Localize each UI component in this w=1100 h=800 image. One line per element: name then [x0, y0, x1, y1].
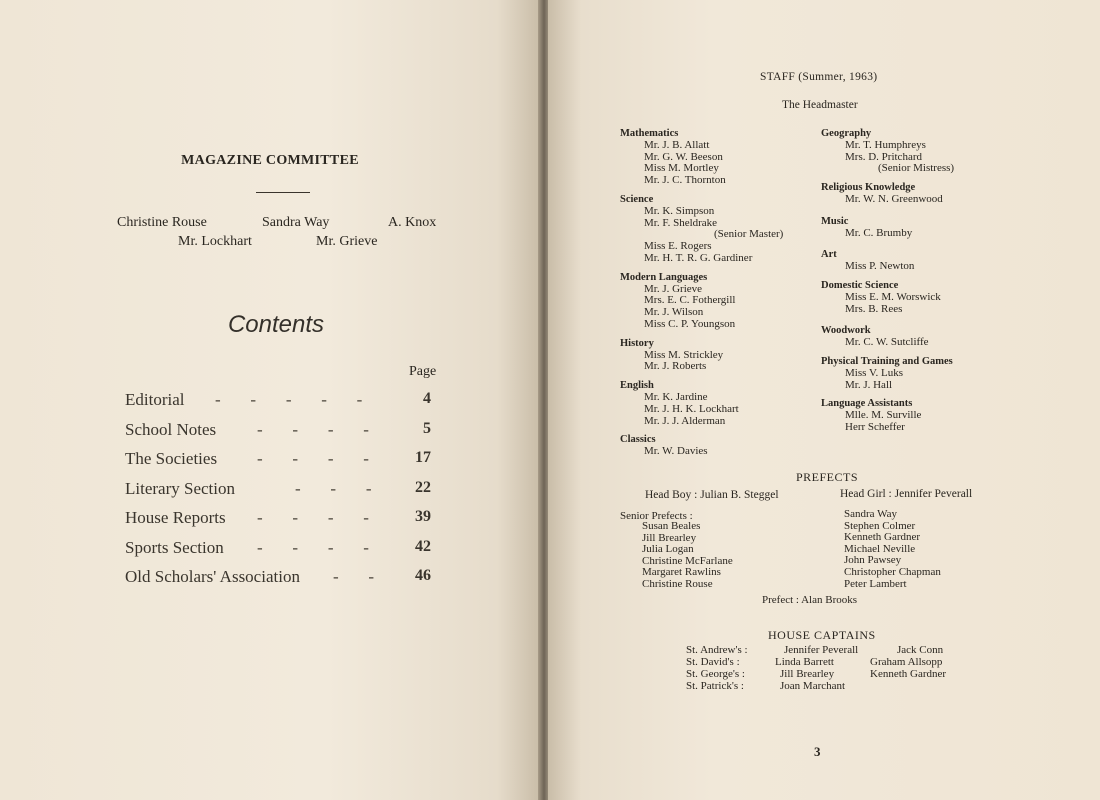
toc-entry — [125, 416, 435, 446]
department-name: Music — [821, 215, 849, 227]
house-captains-title: HOUSE CAPTAINS — [768, 628, 876, 642]
staff-role-note: (Senior Master) — [714, 228, 784, 241]
boy-captain: Graham Allsopp — [870, 656, 943, 668]
committee-member: Sandra Way — [262, 215, 330, 230]
senior-prefects-label: Senior Prefects : — [620, 510, 693, 522]
girl-captain: Linda Barrett — [775, 656, 834, 668]
committee-title: MAGAZINE COMMITTEE — [181, 153, 359, 168]
toc-leader: - - - - — [257, 449, 369, 468]
staff-member: Mrs. D. Pritchard — [845, 150, 922, 163]
staff-column-left — [620, 128, 820, 465]
prefect-name: Christine McFarlane — [642, 554, 733, 567]
senior-prefects-list-left — [642, 521, 733, 591]
toc-entry-page: 39 — [415, 508, 431, 525]
staff-member: Mr. J. H. K. Lockhart — [644, 402, 739, 415]
toc-entry-title: Sports Section — [125, 537, 224, 557]
department-name: Physical Training and Games — [821, 355, 953, 367]
toc-entry-page: 42 — [415, 537, 431, 555]
department-name: Modern Languages — [620, 271, 708, 283]
department-name: Language Assistants — [821, 398, 913, 410]
prefect-name: Sandra Way — [844, 508, 897, 520]
staff-member: Mr. J. C. Thornton — [644, 174, 726, 187]
toc-entry-page: 5 — [423, 419, 431, 437]
left-page — [0, 0, 540, 800]
department-name: Science — [620, 193, 654, 205]
staff-member: Miss M. Mortley — [644, 162, 719, 175]
staff-member: Mr. J. J. Alderman — [644, 414, 726, 427]
prefect-name: Peter Lambert — [844, 577, 907, 590]
girl-captain: Joan Marchant — [780, 680, 846, 692]
department — [821, 398, 1021, 433]
staff-member: Mr. J. Roberts — [644, 360, 707, 373]
staff-member: Miss V. Luks — [845, 366, 903, 379]
staff-member: Miss P. Newton — [845, 260, 915, 273]
prefect-name: Jill Brearley — [642, 531, 697, 544]
toc-entry — [125, 475, 435, 505]
toc-entry-page: 46 — [415, 567, 431, 584]
toc-entry — [125, 534, 435, 564]
girl-captain: Jennifer Peverall — [784, 644, 859, 656]
prefect-name: Stephen Colmer — [844, 519, 916, 532]
committee-member: Mr. Lockhart — [178, 234, 252, 249]
department — [620, 272, 820, 331]
toc-entry-page: 17 — [415, 449, 431, 466]
staff-member: Miss E. M. Worswick — [845, 290, 941, 303]
staff-member: Mr. K. Jardine — [644, 390, 708, 403]
department — [821, 356, 1021, 391]
prefect-name: Christopher Chapman — [844, 565, 941, 578]
head-boy: Head Boy : Julian B. Steggel — [645, 489, 779, 501]
staff-member: Miss M. Strickley — [644, 348, 724, 361]
staff-member: Mr. J. B. Allatt — [644, 138, 710, 151]
department — [620, 338, 820, 373]
staff-member: Mr. G. W. Beeson — [644, 150, 723, 163]
toc-entry — [125, 445, 435, 475]
prefects-title: PREFECTS — [796, 470, 859, 484]
toc-leader: - - - — [295, 478, 372, 498]
prefect-name: Michael Neville — [844, 542, 916, 555]
department — [620, 434, 820, 458]
department — [821, 280, 1021, 315]
staff-role-note: (Senior Mistress) — [878, 162, 955, 175]
boy-captain: Jack Conn — [897, 644, 944, 656]
contents-title: Contents — [227, 311, 325, 338]
page-column-heading: Page — [409, 364, 437, 379]
toc-entry-title: The Societies — [125, 449, 218, 468]
staff-member: Mr. C. Brumby — [845, 226, 913, 239]
toc-entry-title: Literary Section — [125, 478, 235, 498]
toc-leader: - - - - - — [215, 390, 363, 409]
house-name: St. David's : — [686, 656, 740, 668]
toc-entry — [125, 386, 435, 416]
staff-member: Mrs. E. C. Fothergill — [644, 294, 736, 307]
prefect-name: Susan Beales — [642, 520, 701, 532]
toc-entry-title: Old Scholars' Association — [125, 567, 300, 586]
department — [821, 182, 1021, 206]
girl-captain: Jill Brearley — [780, 668, 835, 680]
senior-prefects-list-right — [844, 509, 941, 590]
staff-member: Miss E. Rogers — [644, 240, 712, 253]
department — [821, 128, 1021, 175]
page-number: 3 — [814, 744, 821, 759]
staff-member: Mr. W. N. Greenwood — [845, 192, 943, 205]
toc-entry-title: House Reports — [125, 508, 226, 527]
committee-member: Mr. Grieve — [316, 234, 378, 249]
staff-member: Mr. K. Simpson — [644, 204, 715, 217]
staff-member: Mr. C. W. Sutcliffe — [845, 336, 929, 349]
prefect-name: Margaret Rawlins — [642, 566, 721, 579]
staff-member: Mr. F. Sheldrake — [644, 216, 718, 229]
headmaster: The Headmaster — [782, 99, 858, 111]
staff-member: Mr. J. Wilson — [644, 306, 704, 319]
prefect-name: Christine Rouse — [642, 577, 713, 590]
house-name: St. Patrick's : — [686, 680, 744, 692]
prefect-name: Kenneth Gardner — [844, 531, 921, 544]
department-name: Domestic Science — [821, 279, 899, 291]
staff-member: Mr. W. Davies — [644, 445, 708, 458]
staff-member: Mr. T. Humphreys — [845, 138, 926, 151]
table-of-contents — [125, 386, 435, 593]
staff-member: Miss C. P. Youngson — [644, 317, 736, 330]
department-name: English — [620, 380, 654, 392]
prefect-name: Julia Logan — [642, 543, 694, 556]
boy-captain: Kenneth Gardner — [870, 668, 947, 680]
title-rule — [256, 192, 310, 193]
toc-leader: - - - - — [257, 537, 369, 557]
department-name: History — [620, 337, 654, 349]
department — [821, 325, 1021, 349]
staff-member: Mlle. M. Surville — [845, 409, 922, 422]
head-girl: Head Girl : Jennifer Peverall — [840, 488, 973, 500]
department-name: Art — [821, 249, 837, 261]
department-name: Woodwork — [821, 325, 871, 337]
committee-member: Christine Rouse — [117, 215, 207, 230]
staff-member: Mrs. B. Rees — [845, 302, 903, 315]
staff-title: STAFF (Summer, 1963) — [760, 71, 878, 83]
staff-column-right — [821, 128, 1021, 441]
house-name: St. Andrew's : — [686, 644, 748, 656]
prefect-name: John Pawsey — [844, 554, 902, 567]
department-name: Mathematics — [620, 128, 679, 139]
toc-leader: - - - - — [257, 419, 369, 439]
department — [821, 249, 1021, 273]
house-name: St. George's : — [686, 668, 745, 680]
staff-member: Mr. J. Grieve — [644, 282, 703, 295]
toc-leader: - - - - — [257, 508, 369, 527]
toc-entry-page: 4 — [423, 390, 431, 407]
staff-member: Mr. J. Hall — [845, 378, 893, 391]
prefect-line: Prefect : Alan Brooks — [762, 594, 858, 606]
committee-member: A. Knox — [388, 215, 437, 230]
department — [821, 216, 1021, 240]
department — [620, 128, 820, 187]
toc-entry-page: 22 — [415, 478, 431, 496]
staff-member: Mr. H. T. R. G. Gardiner — [644, 251, 753, 264]
department — [620, 380, 820, 427]
toc-entry — [125, 563, 435, 593]
department-name: Classics — [620, 434, 656, 446]
department — [620, 194, 820, 265]
toc-entry-title: Editorial — [125, 390, 185, 409]
toc-leader: - - — [333, 567, 375, 586]
toc-entry-title: School Notes — [125, 419, 217, 439]
staff-member: Herr Scheffer — [845, 420, 905, 433]
toc-entry — [125, 504, 435, 534]
department-name: Religious Knowledge — [821, 182, 916, 194]
department-name: Geography — [821, 128, 872, 139]
